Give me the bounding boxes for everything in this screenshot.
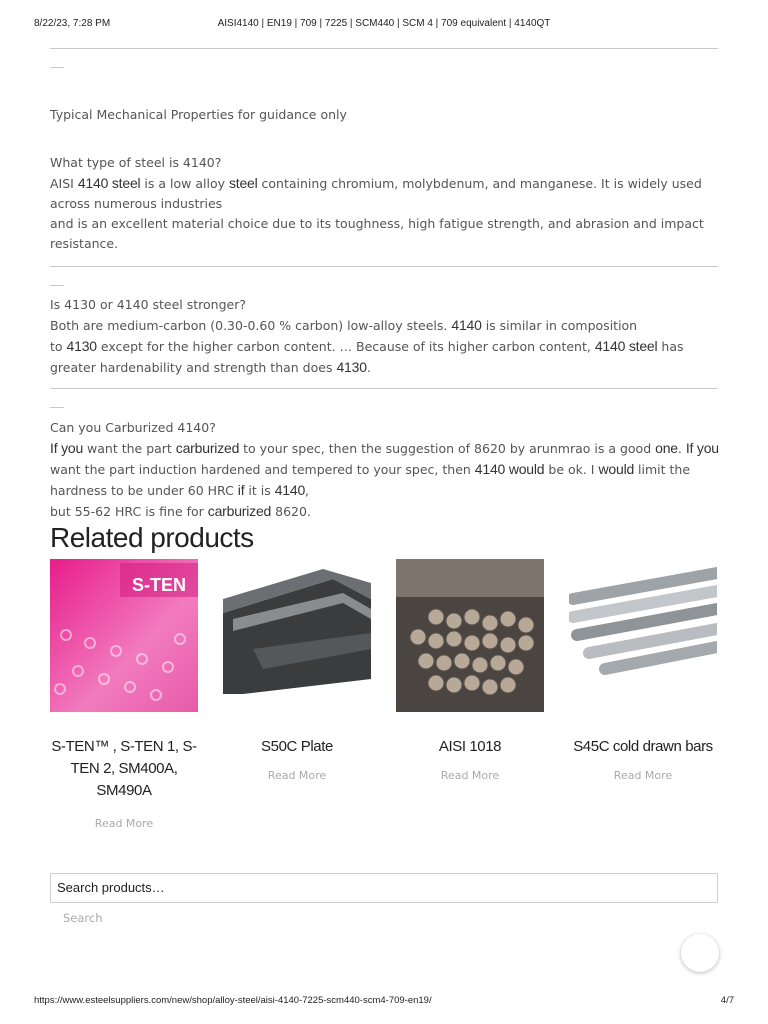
faq-answer-cont: and is an excellent material choice due to its toughness, high fatigue strength, and abrasion and impact resistance. (50, 216, 704, 251)
faq-carburize-4140 (50, 418, 722, 522)
faq-answer-cont: but 55-62 HRC is fine for carburized 8620. (50, 503, 311, 519)
search-button[interactable]: Search (63, 911, 103, 925)
product-image[interactable] (569, 559, 717, 686)
product-card-s-ten[interactable] (49, 559, 199, 832)
product-image[interactable] (396, 559, 544, 712)
read-more-link[interactable]: Read More (267, 769, 327, 782)
product-name[interactable]: AISI 1018 (438, 738, 502, 755)
product-name[interactable]: S50C Plate (261, 738, 333, 755)
product-card-aisi-1018[interactable] (395, 559, 545, 784)
dashed-divider (50, 380, 718, 408)
faq-answer: AISI 4140 steel is a low alloy steel containing chromium, molybdenum, and manganese. It is widely used across numerous industries (50, 175, 702, 211)
read-more-link[interactable]: Read More (440, 769, 500, 782)
product-card-s45c-bars[interactable] (568, 559, 718, 784)
dashed-divider (50, 40, 718, 68)
dashed-divider (50, 258, 718, 286)
print-page-number: 4/7 (720, 995, 734, 1006)
product-name[interactable]: S-TEN™ , S-TEN 1, S-TEN 2, SM400A, SM490A (51, 738, 197, 799)
faq-answer-cont: to 4130 except for the higher carbon content. … Because of its higher carbon content, 4140 steel has greater hardenability and strength than does 4130. (50, 338, 684, 375)
faq-4140-type (50, 153, 722, 254)
search-input[interactable]: Search products… (50, 873, 718, 903)
print-date: 8/22/23, 7:28 PM (34, 18, 111, 29)
related-products-heading: Related products (50, 522, 254, 553)
read-more-link[interactable]: Read More (94, 817, 154, 830)
product-name[interactable]: S45C cold drawn bars (573, 738, 713, 755)
faq-answer: Both are medium-carbon (0.30-0.60 % carbon) low-alloy steels. 4140 is similar in composition (50, 317, 638, 333)
product-card-s50c-plate[interactable] (222, 559, 372, 784)
print-url: https://www.esteelsuppliers.com/new/shop/alloy-steel/aisi-4140-7225-scm440-scm4-709-en19/ (34, 995, 432, 1006)
s-ten-logo: S-TEN (132, 575, 186, 595)
faq-question: Is 4130 or 4140 steel stronger? (50, 297, 246, 312)
scroll-to-top-button[interactable] (681, 934, 719, 972)
faq-question: Can you Carburized 4140? (50, 420, 216, 435)
product-image[interactable] (223, 559, 371, 694)
faq-4130-vs-4140 (50, 295, 722, 378)
print-page-title: AISI4140 | EN19 | 709 | 7225 | SCM440 | SCM 4 | 709 equivalent | 4140QT (217, 18, 551, 29)
faq-question: What type of steel is 4140? (50, 155, 222, 170)
read-more-link[interactable]: Read More (613, 769, 673, 782)
faq-answer: If you want the part carburized to your spec, then the suggestion of 8620 by arunmrao is a good one. If you want the part induction hardened and tempered to your spec, then 4140 would be ok. I would limit the hardness to be under 60 HRC if it is 4140, (50, 440, 719, 498)
product-image[interactable] (50, 559, 198, 712)
typical-note: Typical Mechanical Properties for guidance only (50, 107, 347, 122)
